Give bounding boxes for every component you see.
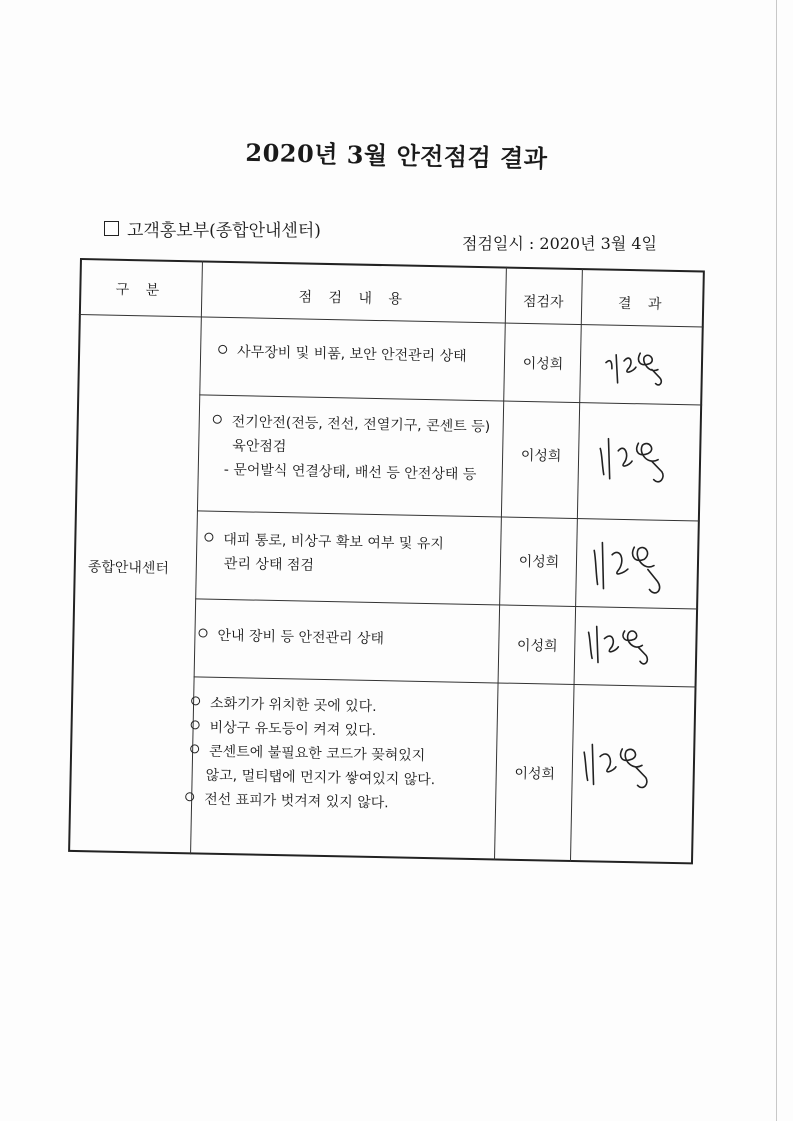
document-title: 2020년 3월 안전점검 결과	[245, 137, 548, 174]
department-line	[104, 216, 321, 241]
bullet-icon	[191, 720, 200, 729]
check-item-2-line-2: 육안점검	[232, 438, 287, 456]
signature-icon	[599, 338, 680, 396]
inspection-date: 점검일시 : 2020년 3월 4일	[462, 234, 658, 253]
inspector-4: 이성희	[516, 637, 558, 655]
bullet-icon	[185, 792, 194, 801]
check-item-2-line-3: - 문어발식 연결상태, 배선 등 안전상태 등	[223, 461, 477, 483]
signature-5	[577, 730, 664, 796]
header-inspector: 점검자	[522, 293, 564, 311]
bullet-icon	[191, 696, 200, 705]
bullet-icon	[204, 533, 213, 542]
bullet-icon	[190, 744, 199, 753]
check-item-3: 대피 통로, 비상구 확보 여부 및 유지	[204, 529, 444, 557]
inspector-5: 이성희	[514, 765, 556, 783]
header-result: 결 과	[617, 295, 668, 313]
bullet-icon	[198, 628, 207, 637]
inspector-3: 이성희	[518, 553, 560, 571]
bullet-icon	[218, 345, 227, 354]
signature-1	[599, 338, 680, 396]
signature-4	[582, 614, 663, 672]
signature-3	[587, 530, 676, 602]
department-label: 고객홍보부(종합안내센터)	[127, 221, 321, 241]
header-category: 구 분	[115, 281, 166, 299]
inspector-1: 이성희	[522, 355, 564, 373]
inspection-table	[68, 258, 705, 864]
inspector-2: 이성희	[520, 447, 562, 465]
check-item-5-line-3: 콘센트에 불필요한 코드가 꽂혀있지	[190, 740, 426, 768]
check-item-2: 전기안전(전등, 전선, 전열기구, 콘센트 등)	[213, 411, 491, 440]
check-item-5: 소화기가 위치한 곳에 있다.	[191, 692, 377, 719]
check-item-4: 안내 장비 등 안전관리 상태	[198, 624, 384, 651]
check-item-5-line-5: 전선 표피가 벗겨져 있지 않다.	[185, 788, 389, 815]
check-item-5-line-2: 비상구 유도등이 켜져 있다.	[190, 716, 376, 743]
signature-icon	[577, 730, 664, 796]
signature-icon	[587, 530, 676, 602]
signature-icon	[593, 424, 682, 492]
department-checkbox[interactable]	[104, 221, 119, 236]
category-cell: 종합안내센터	[87, 559, 170, 577]
signature-icon	[582, 614, 663, 672]
header-content: 점 검 내 용	[298, 289, 409, 308]
check-item-1: 사무장비 및 비품, 보안 안전관리 상태	[218, 341, 467, 369]
bullet-icon	[213, 415, 222, 424]
check-item-5-line-4: 않고, 멀티탭에 먼지가 쌓여있지 않다.	[205, 767, 436, 789]
signature-2	[593, 424, 682, 492]
check-item-3-line-2: 관리 상태 점검	[223, 555, 315, 574]
